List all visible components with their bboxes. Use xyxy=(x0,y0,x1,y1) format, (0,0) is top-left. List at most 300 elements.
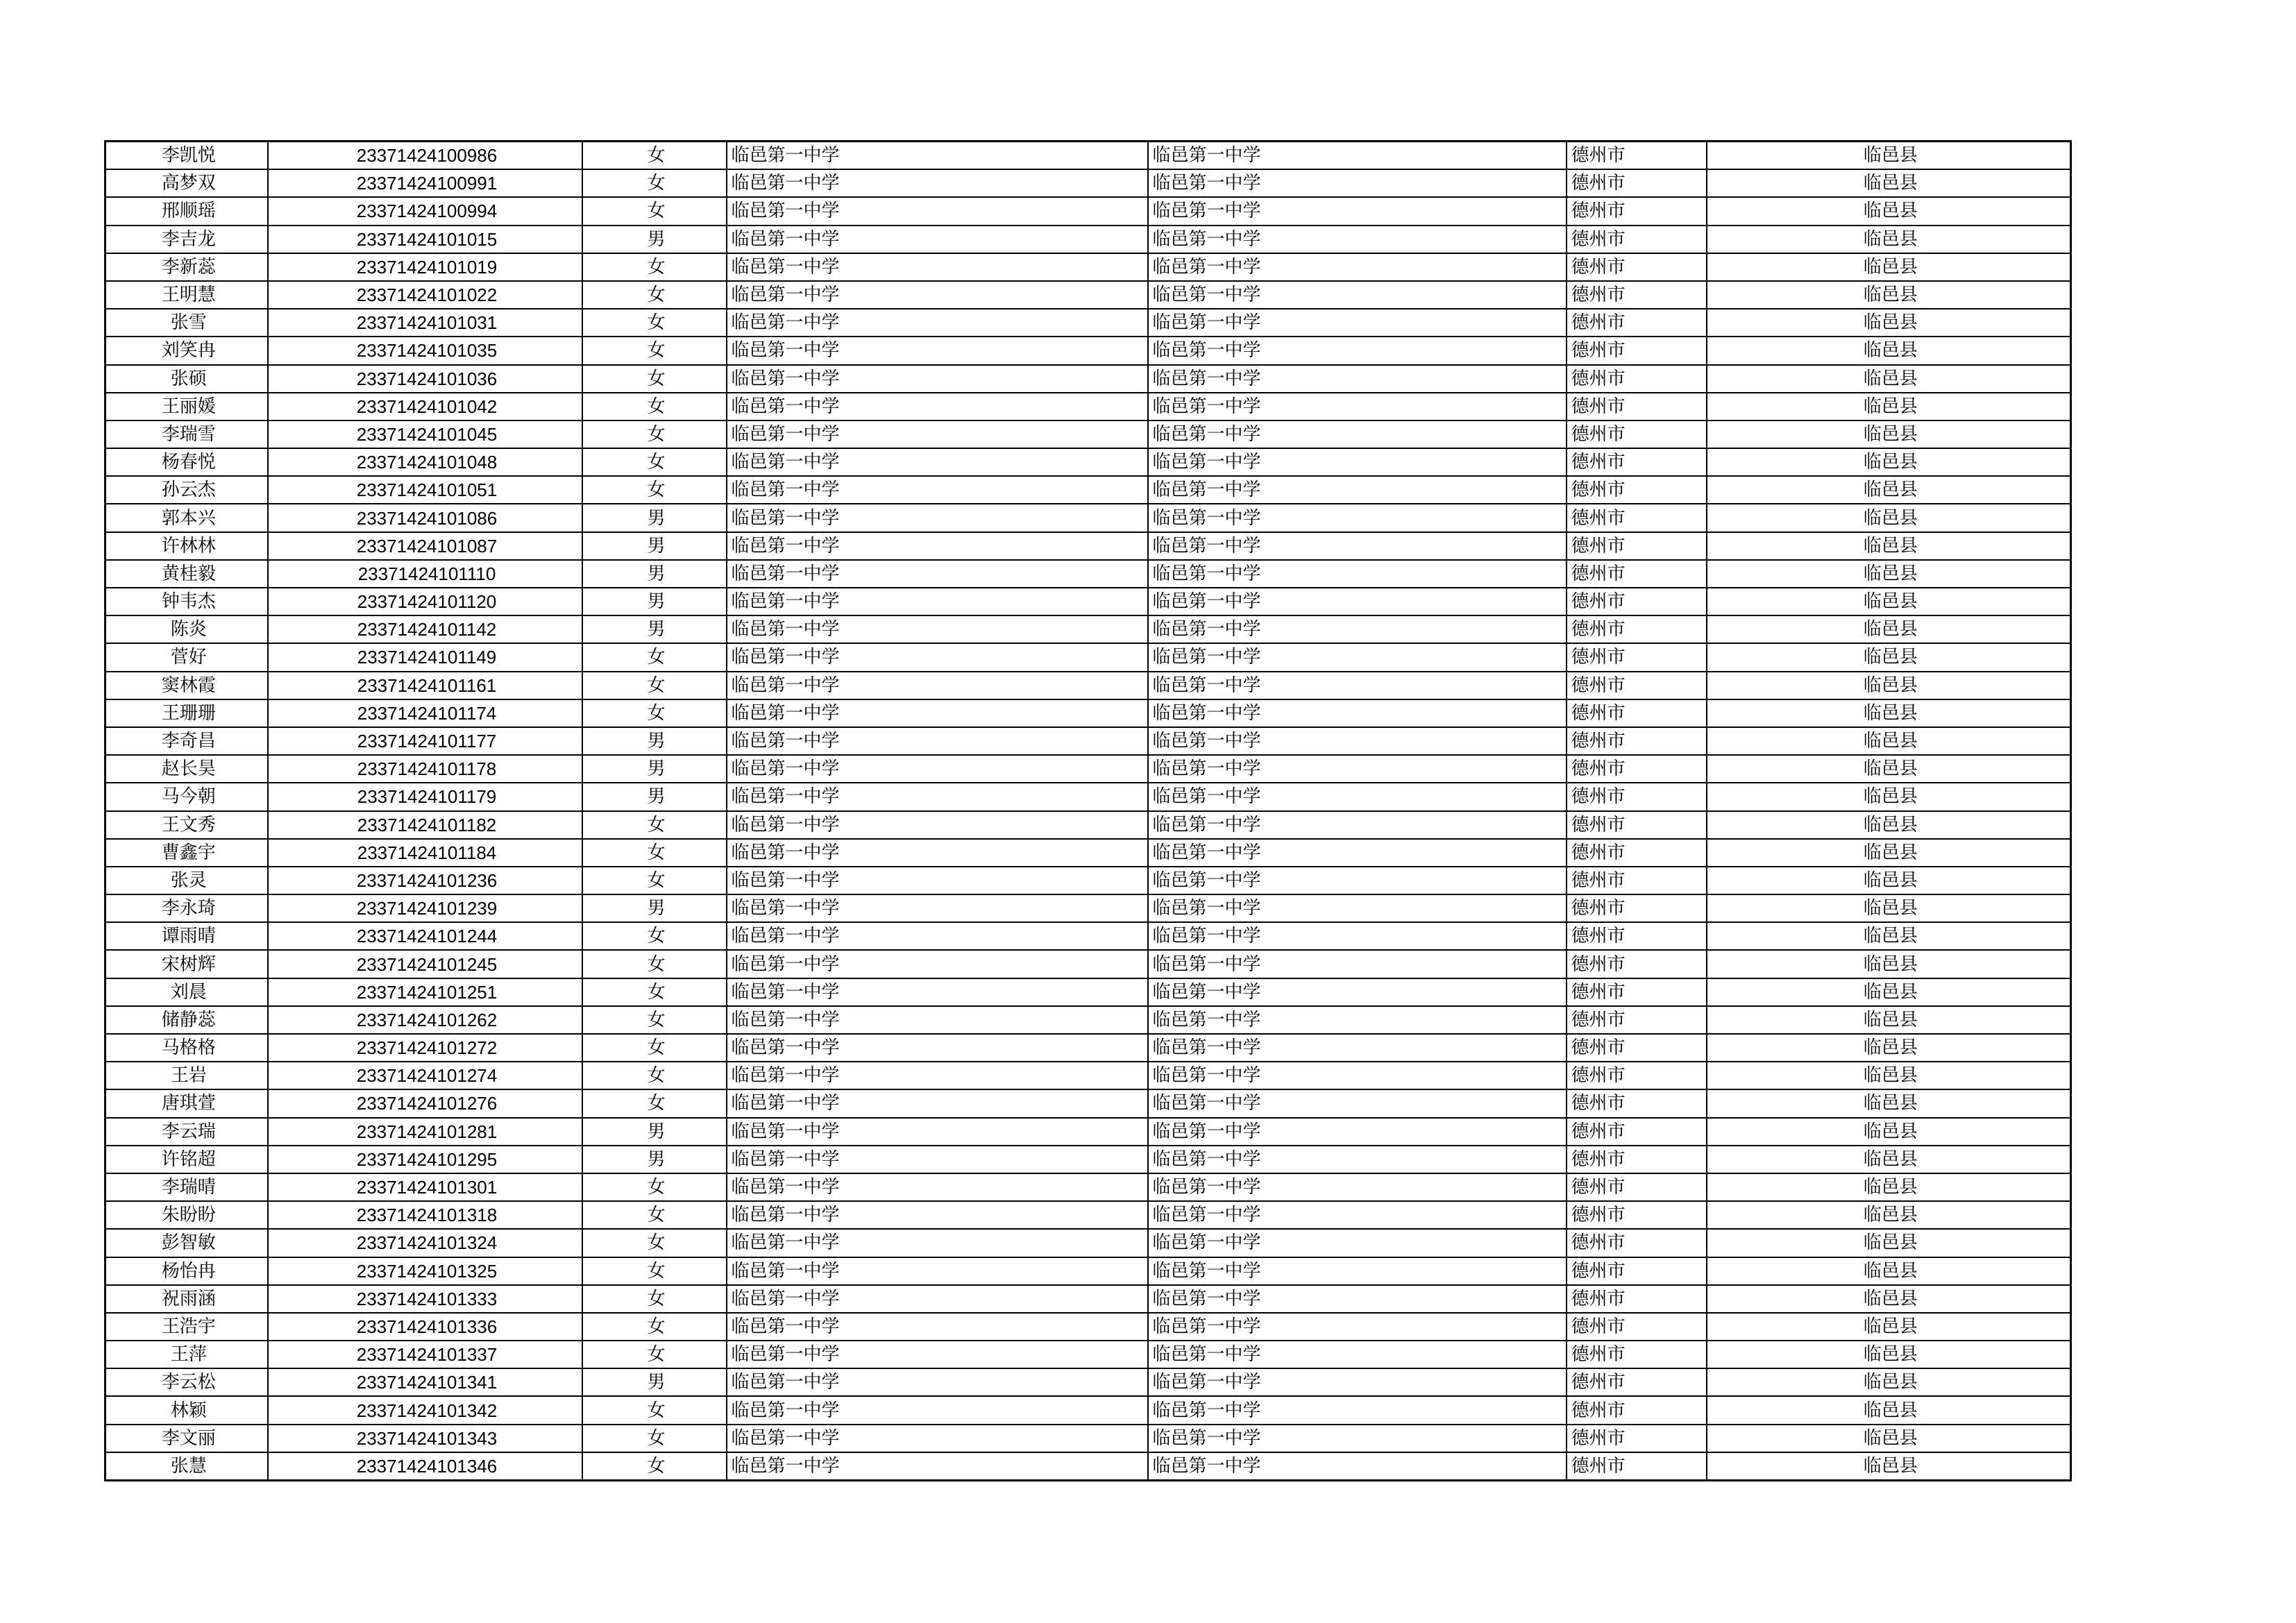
exam-number-cell: 23371424100994 xyxy=(268,197,582,225)
exam-number-cell: 23371424101048 xyxy=(268,448,582,476)
exam-number-cell: 23371424101337 xyxy=(268,1341,582,1368)
city-cell: 德州市 xyxy=(1567,867,1707,894)
exam-number-cell: 23371424101045 xyxy=(268,420,582,448)
school-cell: 临邑第一中学 xyxy=(727,1173,1148,1201)
city-cell: 德州市 xyxy=(1567,448,1707,476)
gender-cell: 女 xyxy=(582,643,727,671)
exam-number-cell: 23371424101336 xyxy=(268,1313,582,1341)
table-row xyxy=(105,588,2071,615)
student-name-cell: 李奇昌 xyxy=(105,727,268,755)
gender-cell: 女 xyxy=(582,281,727,309)
table-row xyxy=(105,448,2071,476)
gender-cell: 男 xyxy=(582,1146,727,1173)
student-name-cell: 王浩宇 xyxy=(105,1313,268,1341)
exam-number-cell: 23371424101177 xyxy=(268,727,582,755)
student-name-cell: 张慧 xyxy=(105,1452,268,1481)
registration-unit-cell: 临邑第一中学 xyxy=(1148,197,1567,225)
registration-unit-cell: 临邑第一中学 xyxy=(1148,672,1567,699)
city-cell: 德州市 xyxy=(1567,1006,1707,1034)
exam-number-cell: 23371424101341 xyxy=(268,1368,582,1396)
school-cell: 临邑第一中学 xyxy=(727,839,1148,867)
table-row xyxy=(105,1173,2071,1201)
city-cell: 德州市 xyxy=(1567,755,1707,783)
table-row xyxy=(105,1425,2071,1452)
gender-cell: 女 xyxy=(582,1034,727,1062)
registration-unit-cell: 临邑第一中学 xyxy=(1148,727,1567,755)
table-row xyxy=(105,169,2071,197)
registration-unit-cell: 临邑第一中学 xyxy=(1148,1062,1567,1089)
student-name-cell: 曹鑫宇 xyxy=(105,839,268,867)
exam-number-cell: 23371424101333 xyxy=(268,1285,582,1313)
exam-number-cell: 23371424101086 xyxy=(268,504,582,532)
school-cell: 临邑第一中学 xyxy=(727,365,1148,393)
gender-cell: 女 xyxy=(582,1006,727,1034)
registration-unit-cell: 临邑第一中学 xyxy=(1148,1089,1567,1117)
table-row xyxy=(105,504,2071,532)
exam-number-cell: 23371424101149 xyxy=(268,643,582,671)
county-cell: 临邑县 xyxy=(1707,1034,2071,1062)
city-cell: 德州市 xyxy=(1567,504,1707,532)
table-row xyxy=(105,755,2071,783)
county-cell: 临邑县 xyxy=(1707,615,2071,643)
table-row xyxy=(105,253,2071,281)
city-cell: 德州市 xyxy=(1567,672,1707,699)
school-cell: 临邑第一中学 xyxy=(727,1452,1148,1481)
county-cell: 临邑县 xyxy=(1707,1089,2071,1117)
exam-number-cell: 23371424101301 xyxy=(268,1173,582,1201)
school-cell: 临邑第一中学 xyxy=(727,894,1148,922)
gender-cell: 女 xyxy=(582,672,727,699)
gender-cell: 男 xyxy=(582,755,727,783)
city-cell: 德州市 xyxy=(1567,1452,1707,1481)
table-row xyxy=(105,1285,2071,1313)
county-cell: 临邑县 xyxy=(1707,226,2071,253)
registration-unit-cell: 临邑第一中学 xyxy=(1148,532,1567,560)
student-name-cell: 彭智敏 xyxy=(105,1229,268,1257)
table-row xyxy=(105,783,2071,810)
gender-cell: 女 xyxy=(582,476,727,504)
exam-number-cell: 23371424101262 xyxy=(268,1006,582,1034)
student-name-cell: 李新蕊 xyxy=(105,253,268,281)
gender-cell: 女 xyxy=(582,448,727,476)
table-row xyxy=(105,420,2071,448)
student-name-cell: 张灵 xyxy=(105,867,268,894)
registration-unit-cell: 临邑第一中学 xyxy=(1148,1425,1567,1452)
registration-unit-cell: 临邑第一中学 xyxy=(1148,1118,1567,1146)
exam-number-cell: 23371424101276 xyxy=(268,1089,582,1117)
student-name-cell: 许铭超 xyxy=(105,1146,268,1173)
gender-cell: 女 xyxy=(582,1089,727,1117)
gender-cell: 女 xyxy=(582,1062,727,1089)
exam-number-cell: 23371424101318 xyxy=(268,1201,582,1229)
city-cell: 德州市 xyxy=(1567,1425,1707,1452)
county-cell: 临邑县 xyxy=(1707,1146,2071,1173)
city-cell: 德州市 xyxy=(1567,615,1707,643)
county-cell: 临邑县 xyxy=(1707,448,2071,476)
registration-unit-cell: 临邑第一中学 xyxy=(1148,588,1567,615)
registration-unit-cell: 临邑第一中学 xyxy=(1148,1257,1567,1285)
city-cell: 德州市 xyxy=(1567,1229,1707,1257)
county-cell: 临邑县 xyxy=(1707,1425,2071,1452)
city-cell: 德州市 xyxy=(1567,894,1707,922)
exam-number-cell: 23371424101295 xyxy=(268,1146,582,1173)
roster-body xyxy=(105,142,2071,1481)
table-row xyxy=(105,1257,2071,1285)
county-cell: 临邑县 xyxy=(1707,839,2071,867)
table-row xyxy=(105,142,2071,170)
exam-number-cell: 23371424101325 xyxy=(268,1257,582,1285)
table-row xyxy=(105,226,2071,253)
school-cell: 临邑第一中学 xyxy=(727,1118,1148,1146)
school-cell: 临邑第一中学 xyxy=(727,253,1148,281)
registration-unit-cell: 临邑第一中学 xyxy=(1148,811,1567,839)
gender-cell: 女 xyxy=(582,1396,727,1424)
registration-unit-cell: 临邑第一中学 xyxy=(1148,755,1567,783)
county-cell: 临邑县 xyxy=(1707,950,2071,978)
exam-number-cell: 23371424101019 xyxy=(268,253,582,281)
table-row xyxy=(105,1452,2071,1481)
exam-number-cell: 23371424101272 xyxy=(268,1034,582,1062)
school-cell: 临邑第一中学 xyxy=(727,337,1148,364)
county-cell: 临邑县 xyxy=(1707,1341,2071,1368)
city-cell: 德州市 xyxy=(1567,1285,1707,1313)
county-cell: 临邑县 xyxy=(1707,309,2071,337)
registration-unit-cell: 临邑第一中学 xyxy=(1148,281,1567,309)
table-row xyxy=(105,699,2071,727)
exam-number-cell: 23371424101251 xyxy=(268,978,582,1006)
gender-cell: 女 xyxy=(582,839,727,867)
gender-cell: 男 xyxy=(582,504,727,532)
table-row xyxy=(105,1341,2071,1368)
student-name-cell: 刘晨 xyxy=(105,978,268,1006)
exam-number-cell: 23371424101239 xyxy=(268,894,582,922)
table-row xyxy=(105,309,2071,337)
gender-cell: 女 xyxy=(582,1229,727,1257)
gender-cell: 女 xyxy=(582,811,727,839)
city-cell: 德州市 xyxy=(1567,1062,1707,1089)
city-cell: 德州市 xyxy=(1567,365,1707,393)
county-cell: 临邑县 xyxy=(1707,1201,2071,1229)
registration-unit-cell: 临邑第一中学 xyxy=(1148,1229,1567,1257)
gender-cell: 女 xyxy=(582,1425,727,1452)
gender-cell: 女 xyxy=(582,1257,727,1285)
gender-cell: 男 xyxy=(582,588,727,615)
table-row xyxy=(105,867,2071,894)
exam-number-cell: 23371424101161 xyxy=(268,672,582,699)
city-cell: 德州市 xyxy=(1567,532,1707,560)
table-row xyxy=(105,1396,2071,1424)
table-row xyxy=(105,1006,2071,1034)
school-cell: 临邑第一中学 xyxy=(727,643,1148,671)
registration-unit-cell: 临邑第一中学 xyxy=(1148,867,1567,894)
school-cell: 临邑第一中学 xyxy=(727,420,1148,448)
student-name-cell: 李永琦 xyxy=(105,894,268,922)
gender-cell: 男 xyxy=(582,560,727,588)
city-cell: 德州市 xyxy=(1567,1201,1707,1229)
county-cell: 临邑县 xyxy=(1707,1368,2071,1396)
school-cell: 临邑第一中学 xyxy=(727,532,1148,560)
gender-cell: 女 xyxy=(582,393,727,420)
table-row xyxy=(105,337,2071,364)
city-cell: 德州市 xyxy=(1567,1341,1707,1368)
city-cell: 德州市 xyxy=(1567,699,1707,727)
table-row xyxy=(105,197,2071,225)
registration-unit-cell: 临邑第一中学 xyxy=(1148,560,1567,588)
exam-number-cell: 23371424101087 xyxy=(268,532,582,560)
school-cell: 临邑第一中学 xyxy=(727,1146,1148,1173)
school-cell: 临邑第一中学 xyxy=(727,615,1148,643)
gender-cell: 女 xyxy=(582,1313,727,1341)
city-cell: 德州市 xyxy=(1567,393,1707,420)
city-cell: 德州市 xyxy=(1567,978,1707,1006)
exam-number-cell: 23371424101343 xyxy=(268,1425,582,1452)
gender-cell: 男 xyxy=(582,226,727,253)
exam-number-cell: 23371424101182 xyxy=(268,811,582,839)
county-cell: 临邑县 xyxy=(1707,337,2071,364)
school-cell: 临邑第一中学 xyxy=(727,1006,1148,1034)
registration-unit-cell: 临邑第一中学 xyxy=(1148,226,1567,253)
school-cell: 临邑第一中学 xyxy=(727,560,1148,588)
city-cell: 德州市 xyxy=(1567,142,1707,170)
table-row xyxy=(105,365,2071,393)
registration-unit-cell: 临邑第一中学 xyxy=(1148,1146,1567,1173)
county-cell: 临邑县 xyxy=(1707,727,2071,755)
registration-unit-cell: 临邑第一中学 xyxy=(1148,1201,1567,1229)
county-cell: 临邑县 xyxy=(1707,1313,2071,1341)
city-cell: 德州市 xyxy=(1567,1034,1707,1062)
city-cell: 德州市 xyxy=(1567,922,1707,950)
exam-number-cell: 23371424101174 xyxy=(268,699,582,727)
exam-number-cell: 23371424101244 xyxy=(268,922,582,950)
city-cell: 德州市 xyxy=(1567,1396,1707,1424)
registration-unit-cell: 临邑第一中学 xyxy=(1148,1396,1567,1424)
table-row xyxy=(105,811,2071,839)
table-row xyxy=(105,922,2071,950)
table-row xyxy=(105,532,2071,560)
gender-cell: 女 xyxy=(582,1285,727,1313)
table-row xyxy=(105,476,2071,504)
county-cell: 临邑县 xyxy=(1707,1118,2071,1146)
school-cell: 临邑第一中学 xyxy=(727,1341,1148,1368)
county-cell: 临邑县 xyxy=(1707,978,2071,1006)
school-cell: 临邑第一中学 xyxy=(727,1368,1148,1396)
registration-unit-cell: 临邑第一中学 xyxy=(1148,1034,1567,1062)
county-cell: 临邑县 xyxy=(1707,922,2071,950)
school-cell: 临邑第一中学 xyxy=(727,727,1148,755)
school-cell: 临邑第一中学 xyxy=(727,867,1148,894)
table-row xyxy=(105,643,2071,671)
school-cell: 临邑第一中学 xyxy=(727,1201,1148,1229)
exam-number-cell: 23371424101142 xyxy=(268,615,582,643)
exam-number-cell: 23371424101324 xyxy=(268,1229,582,1257)
student-name-cell: 李吉龙 xyxy=(105,226,268,253)
school-cell: 临邑第一中学 xyxy=(727,1425,1148,1452)
gender-cell: 男 xyxy=(582,532,727,560)
student-name-cell: 窦林霞 xyxy=(105,672,268,699)
student-name-cell: 林颖 xyxy=(105,1396,268,1424)
table-row xyxy=(105,839,2071,867)
school-cell: 临邑第一中学 xyxy=(727,978,1148,1006)
table-row xyxy=(105,1089,2071,1117)
city-cell: 德州市 xyxy=(1567,560,1707,588)
gender-cell: 男 xyxy=(582,1368,727,1396)
school-cell: 临邑第一中学 xyxy=(727,1313,1148,1341)
school-cell: 临邑第一中学 xyxy=(727,1285,1148,1313)
school-cell: 临邑第一中学 xyxy=(727,393,1148,420)
registration-unit-cell: 临邑第一中学 xyxy=(1148,922,1567,950)
student-name-cell: 张硕 xyxy=(105,365,268,393)
student-name-cell: 马今朝 xyxy=(105,783,268,810)
school-cell: 临邑第一中学 xyxy=(727,226,1148,253)
city-cell: 德州市 xyxy=(1567,588,1707,615)
county-cell: 临邑县 xyxy=(1707,1062,2071,1089)
city-cell: 德州市 xyxy=(1567,476,1707,504)
county-cell: 临邑县 xyxy=(1707,142,2071,170)
registration-unit-cell: 临邑第一中学 xyxy=(1148,1452,1567,1481)
table-row xyxy=(105,1034,2071,1062)
county-cell: 临邑县 xyxy=(1707,867,2071,894)
gender-cell: 女 xyxy=(582,309,727,337)
gender-cell: 女 xyxy=(582,420,727,448)
exam-number-cell: 23371424100991 xyxy=(268,169,582,197)
gender-cell: 男 xyxy=(582,615,727,643)
registration-unit-cell: 临邑第一中学 xyxy=(1148,448,1567,476)
city-cell: 德州市 xyxy=(1567,783,1707,810)
county-cell: 临邑县 xyxy=(1707,699,2071,727)
school-cell: 临邑第一中学 xyxy=(727,1229,1148,1257)
county-cell: 临邑县 xyxy=(1707,281,2071,309)
county-cell: 临邑县 xyxy=(1707,1285,2071,1313)
school-cell: 临邑第一中学 xyxy=(727,1062,1148,1089)
registration-unit-cell: 临邑第一中学 xyxy=(1148,783,1567,810)
exam-number-cell: 23371424101236 xyxy=(268,867,582,894)
county-cell: 临邑县 xyxy=(1707,783,2071,810)
exam-number-cell: 23371424101274 xyxy=(268,1062,582,1089)
table-row xyxy=(105,393,2071,420)
school-cell: 临邑第一中学 xyxy=(727,950,1148,978)
school-cell: 临邑第一中学 xyxy=(727,588,1148,615)
registration-unit-cell: 临邑第一中学 xyxy=(1148,950,1567,978)
city-cell: 德州市 xyxy=(1567,839,1707,867)
registration-unit-cell: 临邑第一中学 xyxy=(1148,337,1567,364)
exam-number-cell: 23371424101245 xyxy=(268,950,582,978)
exam-number-cell: 23371424101184 xyxy=(268,839,582,867)
gender-cell: 女 xyxy=(582,867,727,894)
registration-unit-cell: 临邑第一中学 xyxy=(1148,253,1567,281)
county-cell: 临邑县 xyxy=(1707,1452,2071,1481)
city-cell: 德州市 xyxy=(1567,420,1707,448)
student-name-cell: 唐琪萱 xyxy=(105,1089,268,1117)
exam-number-cell: 23371424101281 xyxy=(268,1118,582,1146)
city-cell: 德州市 xyxy=(1567,1173,1707,1201)
county-cell: 临邑县 xyxy=(1707,1229,2071,1257)
student-name-cell: 杨春悦 xyxy=(105,448,268,476)
student-name-cell: 李文丽 xyxy=(105,1425,268,1452)
exam-number-cell: 23371424101015 xyxy=(268,226,582,253)
student-name-cell: 王岩 xyxy=(105,1062,268,1089)
table-row xyxy=(105,1229,2071,1257)
registration-unit-cell: 临邑第一中学 xyxy=(1148,1368,1567,1396)
exam-number-cell: 23371424101178 xyxy=(268,755,582,783)
gender-cell: 男 xyxy=(582,783,727,810)
table-row xyxy=(105,615,2071,643)
gender-cell: 女 xyxy=(582,699,727,727)
county-cell: 临邑县 xyxy=(1707,253,2071,281)
student-name-cell: 李瑞雪 xyxy=(105,420,268,448)
gender-cell: 女 xyxy=(582,1452,727,1481)
table-row xyxy=(105,950,2071,978)
registration-unit-cell: 临邑第一中学 xyxy=(1148,169,1567,197)
city-cell: 德州市 xyxy=(1567,1118,1707,1146)
school-cell: 临邑第一中学 xyxy=(727,1396,1148,1424)
gender-cell: 女 xyxy=(582,337,727,364)
city-cell: 德州市 xyxy=(1567,643,1707,671)
registration-unit-cell: 临邑第一中学 xyxy=(1148,643,1567,671)
registration-unit-cell: 临邑第一中学 xyxy=(1148,1285,1567,1313)
student-name-cell: 李瑞晴 xyxy=(105,1173,268,1201)
gender-cell: 女 xyxy=(582,950,727,978)
student-name-cell: 高梦双 xyxy=(105,169,268,197)
student-name-cell: 孙云杰 xyxy=(105,476,268,504)
student-name-cell: 王萍 xyxy=(105,1341,268,1368)
exam-number-cell: 23371424101051 xyxy=(268,476,582,504)
gender-cell: 女 xyxy=(582,1341,727,1368)
table-row xyxy=(105,560,2071,588)
county-cell: 临邑县 xyxy=(1707,504,2071,532)
school-cell: 临邑第一中学 xyxy=(727,281,1148,309)
city-cell: 德州市 xyxy=(1567,1313,1707,1341)
gender-cell: 女 xyxy=(582,978,727,1006)
registration-unit-cell: 临邑第一中学 xyxy=(1148,1173,1567,1201)
gender-cell: 女 xyxy=(582,142,727,170)
table-row xyxy=(105,1062,2071,1089)
exam-number-cell: 23371424101031 xyxy=(268,309,582,337)
table-row xyxy=(105,894,2071,922)
student-name-cell: 宋树辉 xyxy=(105,950,268,978)
city-cell: 德州市 xyxy=(1567,309,1707,337)
student-name-cell: 储静蕊 xyxy=(105,1006,268,1034)
gender-cell: 女 xyxy=(582,1201,727,1229)
student-name-cell: 李凯悦 xyxy=(105,142,268,170)
county-cell: 临邑县 xyxy=(1707,532,2071,560)
county-cell: 临邑县 xyxy=(1707,894,2071,922)
city-cell: 德州市 xyxy=(1567,337,1707,364)
county-cell: 临邑县 xyxy=(1707,588,2071,615)
exam-number-cell: 23371424101110 xyxy=(268,560,582,588)
school-cell: 临邑第一中学 xyxy=(727,755,1148,783)
gender-cell: 女 xyxy=(582,197,727,225)
county-cell: 临邑县 xyxy=(1707,1173,2071,1201)
student-name-cell: 杨怡冉 xyxy=(105,1257,268,1285)
gender-cell: 男 xyxy=(582,1118,727,1146)
student-name-cell: 钟韦杰 xyxy=(105,588,268,615)
table-row xyxy=(105,1146,2071,1173)
registration-unit-cell: 临邑第一中学 xyxy=(1148,839,1567,867)
exam-number-cell: 23371424100986 xyxy=(268,142,582,170)
student-name-cell: 陈炎 xyxy=(105,615,268,643)
county-cell: 临邑县 xyxy=(1707,755,2071,783)
city-cell: 德州市 xyxy=(1567,950,1707,978)
student-name-cell: 李云松 xyxy=(105,1368,268,1396)
city-cell: 德州市 xyxy=(1567,169,1707,197)
school-cell: 临邑第一中学 xyxy=(727,169,1148,197)
county-cell: 临邑县 xyxy=(1707,197,2071,225)
gender-cell: 女 xyxy=(582,365,727,393)
gender-cell: 男 xyxy=(582,727,727,755)
registration-unit-cell: 临邑第一中学 xyxy=(1148,699,1567,727)
city-cell: 德州市 xyxy=(1567,811,1707,839)
student-name-cell: 许林林 xyxy=(105,532,268,560)
